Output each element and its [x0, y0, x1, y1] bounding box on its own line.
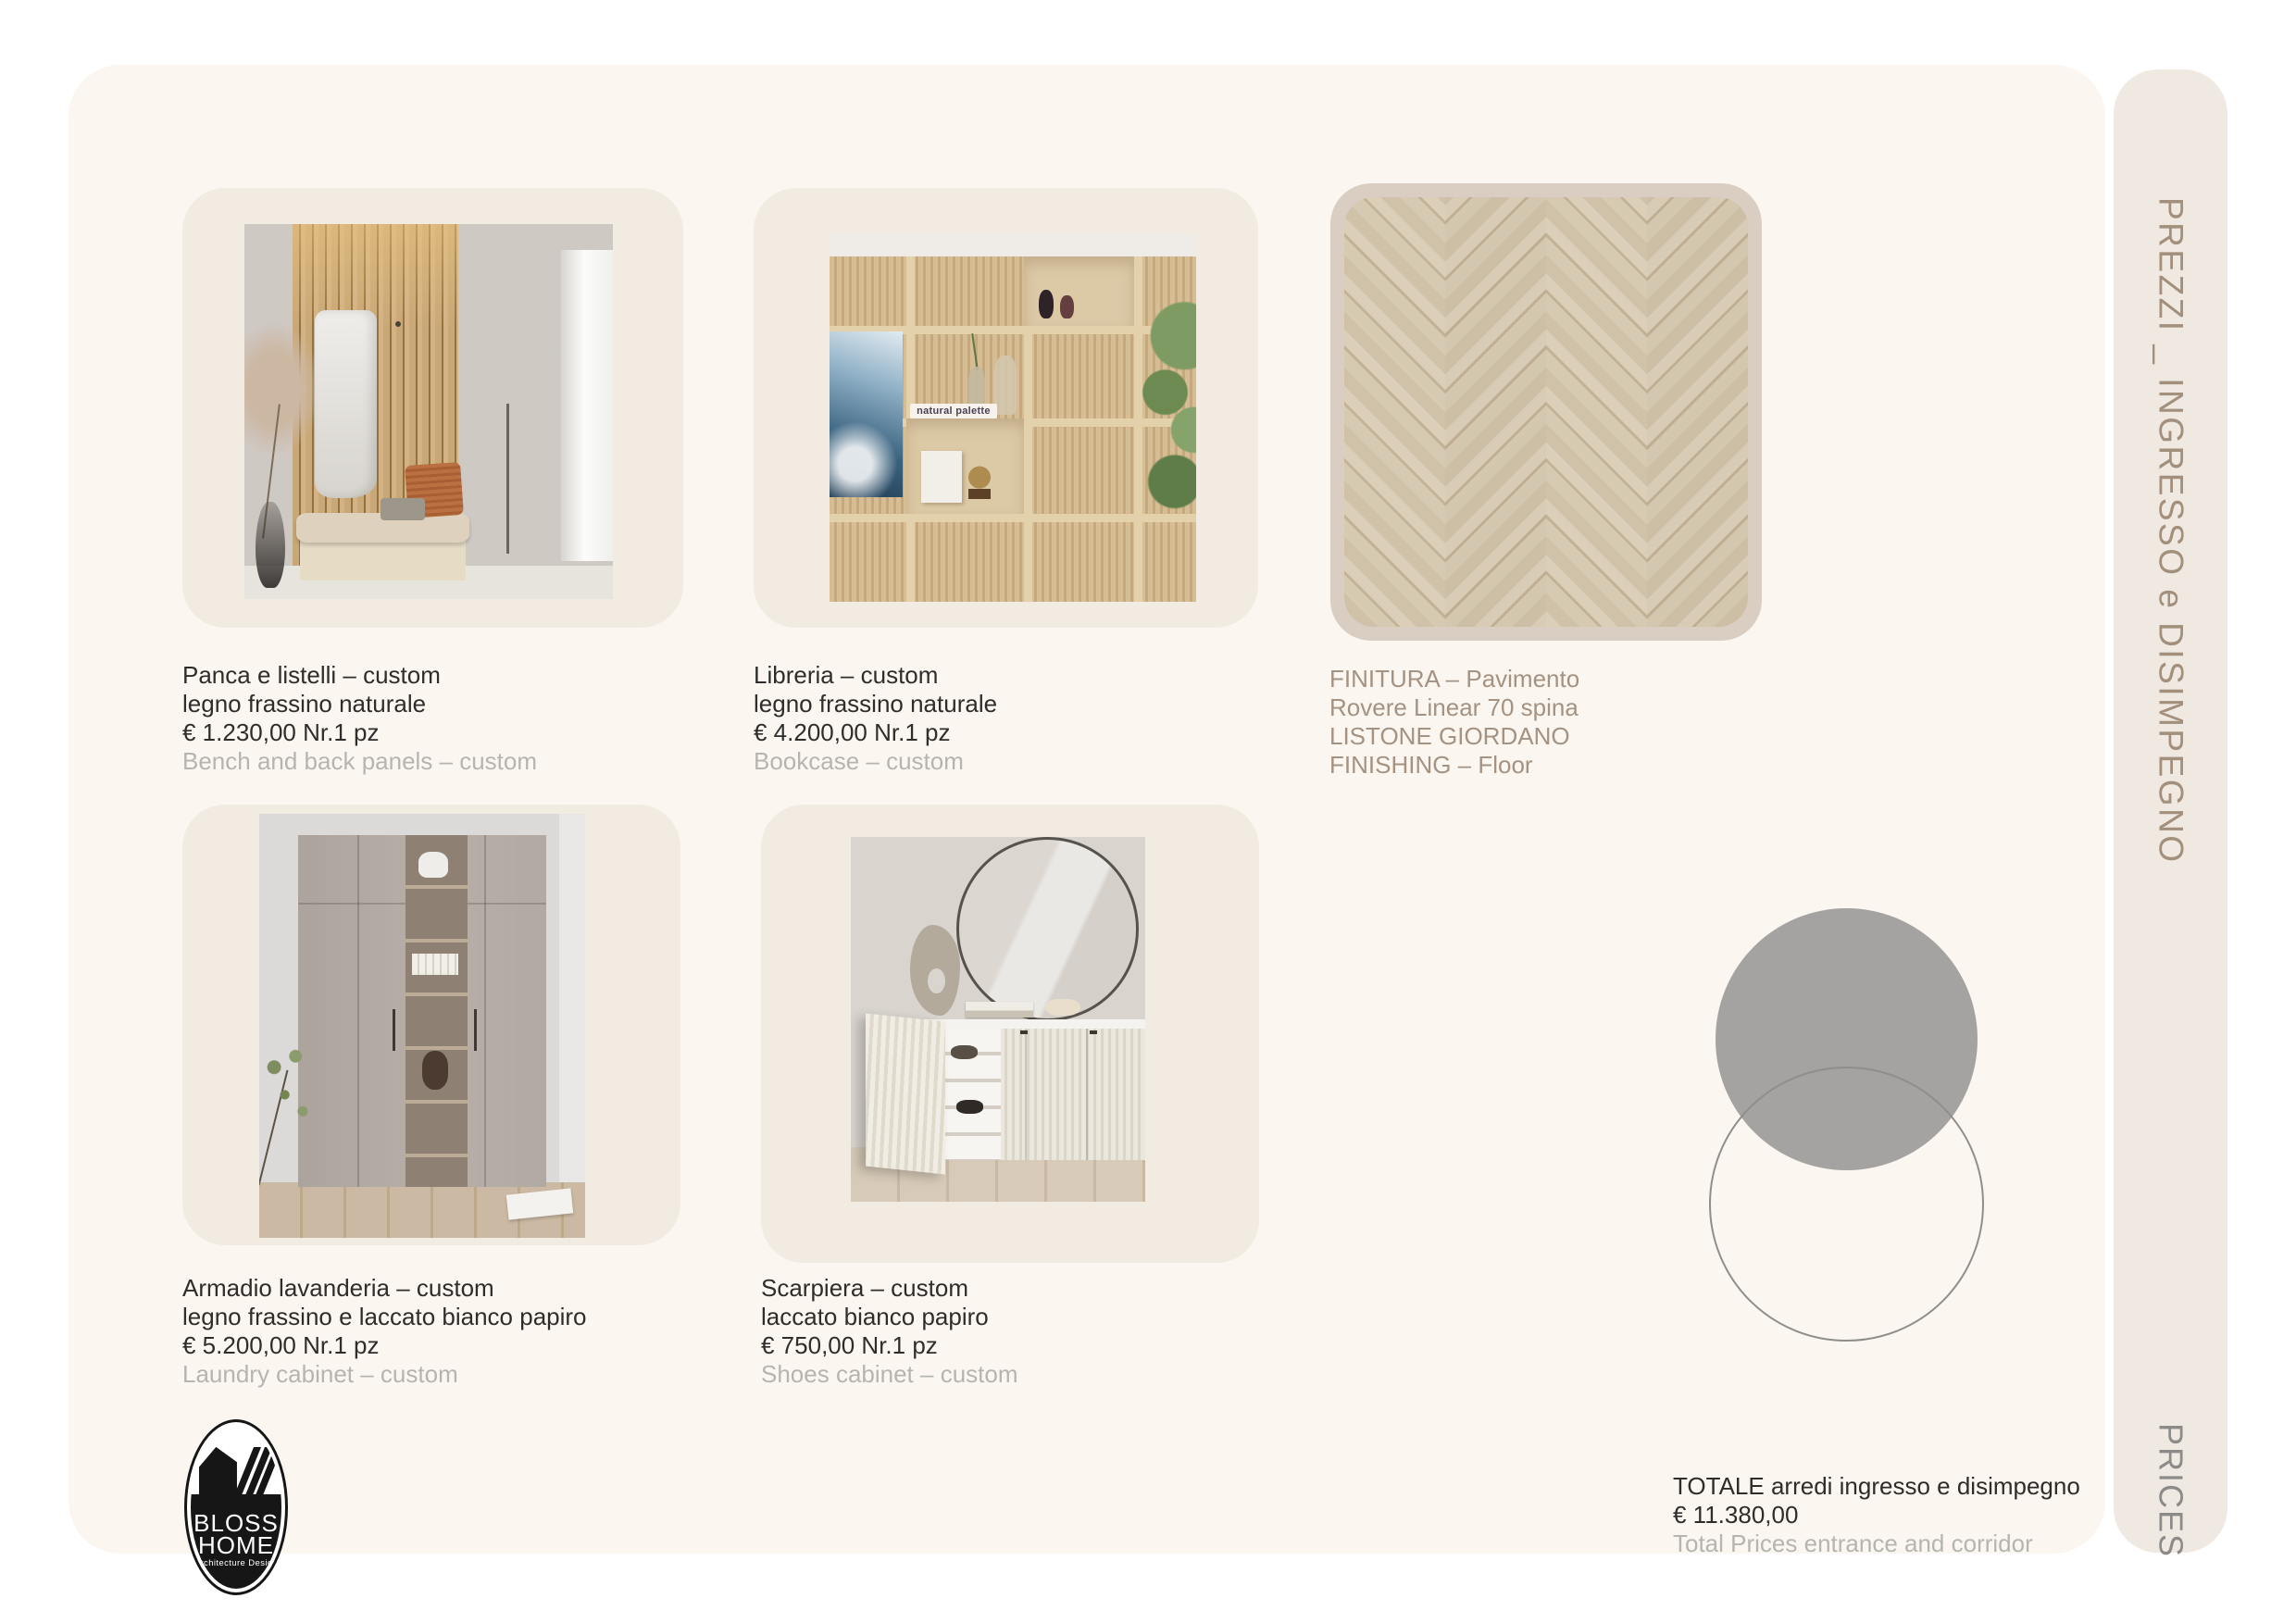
pampas-plant: [244, 321, 322, 456]
door-seam: [357, 835, 359, 1187]
logo-text-bloss: BLOSS: [193, 1508, 279, 1537]
white-book: [921, 451, 962, 503]
product-subtitle-en: Bench and back panels – custom: [182, 747, 538, 775]
product-subtitle-en: Shoes cabinet – custom: [761, 1360, 1018, 1388]
wall-pillar: [559, 814, 585, 1238]
white-vase: [418, 852, 448, 877]
shelf-books: [412, 954, 457, 975]
dark-vase: [422, 1051, 448, 1089]
herringbone-parquet: [1344, 197, 1748, 627]
product-subtitle-en: Laundry cabinet – custom: [182, 1360, 458, 1388]
product-price: € 5.200,00 Nr.1 pz: [182, 1331, 380, 1359]
stacked-books: [966, 1002, 1033, 1017]
decor-circle-outlined: [1709, 1067, 1984, 1342]
product-price: € 1.230,00 Nr.1 pz: [182, 718, 380, 746]
gray-throw: [381, 498, 425, 520]
plant-vase: [256, 502, 285, 588]
product-price: € 4.200,00 Nr.1 pz: [754, 718, 951, 746]
door-seam: [484, 835, 486, 1187]
product-material: legno frassino e laccato bianco papiro: [182, 1303, 587, 1330]
finish-caption: [1329, 665, 1579, 780]
window-light: [561, 250, 613, 561]
logo-oval: [191, 1426, 281, 1589]
sidebar-title: PREZZI _ INGRESSO e DISIMPEGNO: [2152, 197, 2190, 865]
product-material: legno frassino naturale: [182, 690, 427, 718]
product-subtitle-en: Bookcase – custom: [754, 747, 964, 775]
finish-line: LISTONE GIORDANO: [1329, 722, 1570, 750]
mountain-poster: [830, 331, 903, 497]
plant-leaves: [259, 1034, 324, 1144]
shoes: [951, 1045, 978, 1060]
bench-base: [300, 539, 466, 581]
laundry-caption: [182, 1274, 587, 1389]
green-plant: [1116, 293, 1196, 529]
product-title: Scarpiera – custom: [761, 1274, 968, 1302]
wardrobe-panel: [458, 231, 561, 577]
floor-sample: [1330, 183, 1762, 641]
bench-photo: [244, 224, 613, 599]
bench-caption: [182, 661, 537, 776]
product-material: legno frassino naturale: [754, 690, 998, 718]
logo-tagline: Architecture Design: [193, 1557, 279, 1568]
finish-line: Rovere Linear 70 spina: [1329, 693, 1578, 721]
product-title: Armadio lavanderia – custom: [182, 1274, 494, 1302]
product-card-bookcase: [754, 188, 1258, 628]
kokeshi-doll: [1060, 295, 1073, 319]
product-title: Panca e listelli – custom: [182, 661, 441, 689]
sidebar-prices-label: PRICES: [2152, 1423, 2190, 1559]
kokeshi-doll: [1039, 290, 1054, 319]
hanging-coat: [315, 310, 378, 498]
bowl: [1045, 999, 1080, 1016]
total-subtitle-en: Total Prices entrance and corridor: [1673, 1529, 2033, 1557]
round-mirror: [956, 837, 1139, 1021]
shoe-cabinet-photo: [851, 837, 1145, 1202]
product-material: laccato bianco papiro: [761, 1303, 989, 1330]
door-seam: [1086, 1029, 1088, 1160]
laundry-cabinet-photo: [259, 814, 585, 1238]
total-amount: € 11.380,00: [1673, 1501, 1799, 1529]
door-seam: [1025, 1029, 1027, 1160]
total-title: TOTALE arredi ingresso e disimpegno: [1673, 1472, 2080, 1500]
product-card-laundry: [182, 805, 680, 1245]
content-panel: [69, 65, 2105, 1568]
natural-palette-label: natural palette: [910, 404, 997, 418]
bookcase-caption: [754, 661, 997, 776]
door-handle: [393, 1009, 395, 1052]
sculpture-hole: [928, 968, 945, 994]
tree-decor: [968, 466, 991, 499]
bookcase-photo: [830, 234, 1196, 602]
product-card-bench: [182, 188, 683, 628]
open-fluted-door: [866, 1014, 945, 1175]
logo-text-home: HOME: [198, 1531, 274, 1560]
shoes-caption: [761, 1274, 1018, 1389]
door-handle: [1020, 1030, 1028, 1034]
product-title: Libreria – custom: [754, 661, 939, 689]
product-price: € 750,00 Nr.1 pz: [761, 1331, 938, 1359]
sidebar: [2114, 69, 2227, 1559]
shoes: [956, 1100, 983, 1115]
ceiling: [830, 234, 1196, 256]
wardrobe-handle: [506, 404, 509, 554]
door-handle: [1090, 1030, 1097, 1034]
total-block: [1673, 1472, 2080, 1558]
open-shelf-column: [406, 835, 468, 1187]
bloss-home-logo: [184, 1419, 288, 1595]
finish-line: FINITURA – Pavimento: [1329, 665, 1580, 693]
house-icon: [199, 1447, 237, 1498]
plant-sprig: [972, 333, 980, 370]
product-card-shoes: [761, 805, 1259, 1263]
door-handle: [474, 1009, 477, 1052]
finish-line: FINISHING – Floor: [1329, 751, 1533, 779]
glass-bottle: [994, 356, 1017, 415]
